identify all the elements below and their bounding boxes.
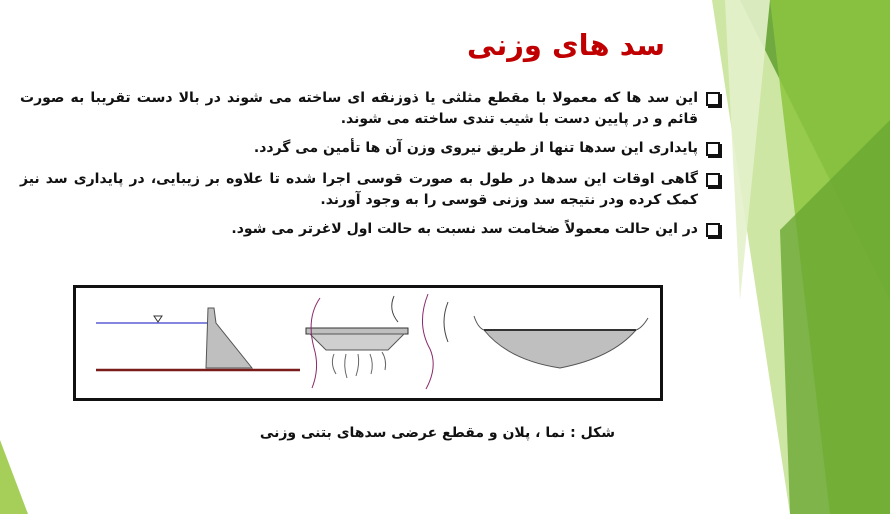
dam-crest — [306, 328, 408, 334]
checkbox-bullet-icon — [706, 92, 720, 106]
gravity-dam-section — [206, 308, 252, 368]
figure-caption: شکل : نما ، پلان و مقطع عرضی سدهای بتنی وزنی — [259, 425, 615, 441]
flow-line — [356, 354, 359, 376]
bullet-item — [20, 169, 720, 211]
water-level-marker-icon — [154, 316, 162, 322]
checkbox-bullet-icon — [706, 223, 720, 237]
dam-figure-drawing — [76, 288, 660, 398]
flow-line — [382, 352, 386, 370]
dam-elevation-view — [474, 316, 648, 368]
bullet-text: در این حالت معمولاً ضخامت سد نسبت به حالت اول لاغرتر می شود. — [231, 221, 698, 237]
dam-plan-view — [306, 294, 448, 389]
flow-line — [332, 354, 336, 374]
valley-rim-right — [636, 318, 648, 330]
dam-figure — [73, 285, 663, 401]
bullet-text: این سد ها که معمولا با مقطع مثلثی یا ذوزنقه ای ساخته می شوند در بالا دست تقریبا به صورت قائم و در پایین دست با شیب تندی ساخته می شوند. — [20, 90, 698, 127]
bullet-text: گاهی اوقات این سدها در طول به صورت قوسی اجرا شده تا علاوه بر زیبایی، در پایداری سد نیز کمک کرده ودر نتیجه سد وزنی قوسی را به وجود آورند. — [20, 171, 698, 208]
contour-line — [422, 294, 433, 389]
dam-cross-section — [96, 308, 300, 370]
dam-plan-body — [310, 334, 404, 350]
bullet-list — [20, 88, 720, 240]
valley-rim-left — [474, 316, 484, 330]
checkbox-bullet-icon — [706, 173, 720, 187]
slide-title: سد های وزنی — [467, 28, 665, 62]
bullet-item — [20, 88, 720, 130]
bullet-item — [20, 219, 720, 240]
checkbox-bullet-icon — [706, 142, 720, 156]
contour-line — [444, 302, 448, 342]
deco-corner-left — [0, 440, 28, 514]
bullet-item — [20, 138, 720, 159]
flow-line — [345, 354, 347, 378]
contour-line — [392, 296, 398, 322]
flow-line — [370, 354, 372, 374]
bullet-text: پایداری این سدها تنها از طریق نیروی وزن آن ها تأمین می گردد. — [253, 140, 698, 156]
valley-section — [484, 330, 636, 368]
